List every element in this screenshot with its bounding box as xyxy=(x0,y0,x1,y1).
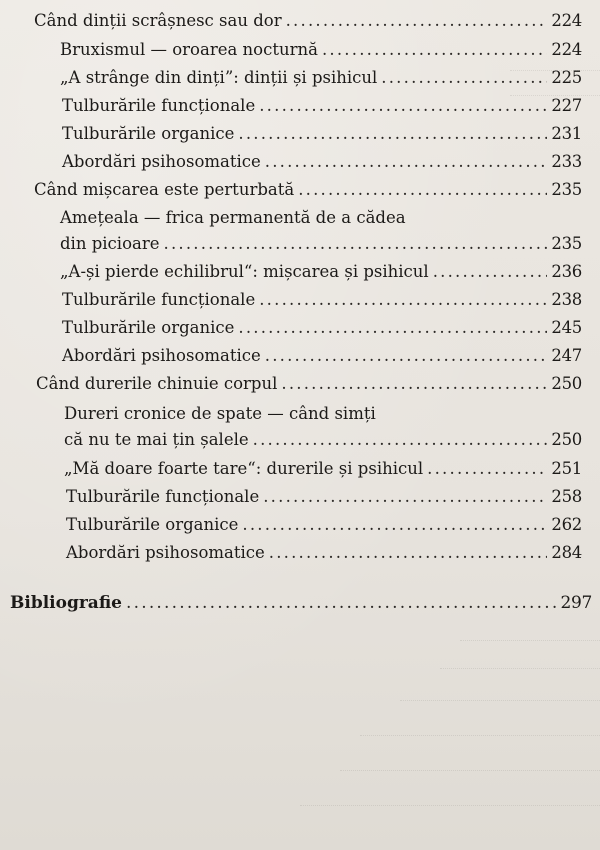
toc-entry-title: Abordări psihosomatice xyxy=(66,543,265,562)
toc-entry-title: Tulburările organice xyxy=(62,124,235,143)
toc-entry-page: 262 xyxy=(551,515,582,534)
toc-entry-page: 235 xyxy=(551,234,582,253)
toc-entry xyxy=(62,346,582,366)
toc-entry-page: 233 xyxy=(551,152,582,171)
toc-leader-dots xyxy=(238,318,547,338)
bleed-through-mark xyxy=(460,640,600,647)
toc-entry xyxy=(60,262,582,282)
toc-entry-title: că nu te mai țin șalele xyxy=(64,430,249,449)
toc-entry-title: Abordări psihosomatice xyxy=(62,346,261,365)
toc-entry-title: Tulburările funcționale xyxy=(62,96,256,115)
toc-entry xyxy=(62,96,582,116)
toc-entry xyxy=(62,152,582,172)
toc-entry-title: Tulburările organice xyxy=(66,515,239,534)
toc-leader-dots xyxy=(238,124,547,144)
toc-entry-title: Tulburările organice xyxy=(62,318,235,337)
toc-bibliography-entry xyxy=(10,593,592,613)
toc-entry-page: 225 xyxy=(551,68,582,87)
bleed-through-mark xyxy=(360,735,600,742)
toc-entry-page: 238 xyxy=(551,290,582,309)
toc-leader-dots xyxy=(427,459,547,479)
toc-entry xyxy=(66,543,582,563)
toc-leader-dots xyxy=(265,152,548,172)
toc-entry xyxy=(66,487,582,507)
toc-leader-dots xyxy=(265,346,548,366)
toc-entry xyxy=(64,430,582,450)
toc-entry-title: Când mișcarea este perturbată xyxy=(34,180,295,199)
toc-entry-page: 245 xyxy=(551,318,582,337)
toc-entry xyxy=(34,11,582,31)
toc-entry-title: „A strânge din dinți”: dinții și psihicul xyxy=(60,68,378,87)
toc-entry-title: Bruxismul — oroarea nocturnă xyxy=(60,40,318,59)
toc-entry-page: 224 xyxy=(551,40,582,59)
toc-leader-dots xyxy=(322,40,547,60)
toc-entry-title: „Mă doare foarte tare“: durerile și psihicul xyxy=(64,459,424,478)
toc-entry xyxy=(60,40,582,60)
toc-entry-title: din picioare xyxy=(60,234,160,253)
bibliography-page: 297 xyxy=(560,593,592,613)
toc-entry-page: 250 xyxy=(551,374,582,393)
toc-entry xyxy=(60,234,582,254)
toc-entry-title: Când dinții scrâșnesc sau dor xyxy=(34,11,282,30)
toc-entry-title-line1: Dureri cronice de spate — când simți xyxy=(64,404,376,423)
toc-entry xyxy=(64,459,582,479)
toc-entry-page: 250 xyxy=(551,430,582,449)
toc-entry xyxy=(36,374,582,394)
toc-entry-title: Abordări psihosomatice xyxy=(62,152,261,171)
toc-entry xyxy=(60,68,582,88)
toc-leader-dots xyxy=(259,96,547,116)
bleed-through-mark xyxy=(440,668,600,675)
toc-entry-page: 247 xyxy=(551,346,582,365)
toc-entry-page: 251 xyxy=(551,459,582,478)
toc-leader-dots xyxy=(253,430,548,450)
bleed-through-mark xyxy=(340,770,600,777)
toc-leader-dots xyxy=(263,487,547,507)
toc-entry-title: „A-și pierde echilibrul“: mișcarea și psihicul xyxy=(60,262,429,281)
toc-leader-dots xyxy=(269,543,548,563)
toc-leader-dots xyxy=(286,11,548,31)
toc-entry xyxy=(66,515,582,535)
bibliography-title: Bibliografie xyxy=(10,593,123,613)
toc-leader-dots xyxy=(281,374,547,394)
toc-leader-dots xyxy=(433,262,548,282)
toc-entry xyxy=(62,290,582,310)
toc-entry-page: 258 xyxy=(551,487,582,506)
toc-leader-dots xyxy=(242,515,547,535)
toc-entry-title: Tulburările funcționale xyxy=(66,487,260,506)
bleed-through-mark xyxy=(300,805,600,812)
toc-entry-title: Tulburările funcționale xyxy=(62,290,256,309)
toc-entry-page: 236 xyxy=(551,262,582,281)
toc-entry-title-line1: Amețeala — frica permanentă de a cădea xyxy=(60,208,406,227)
toc-leader-dots xyxy=(298,180,547,200)
toc-leader-dots xyxy=(164,234,548,254)
toc-entry xyxy=(62,318,582,338)
bleed-through-mark xyxy=(400,700,600,707)
toc-leader-dots xyxy=(126,593,556,613)
toc-entry xyxy=(34,180,582,200)
toc-entry xyxy=(62,124,582,144)
toc-entry-page: 235 xyxy=(551,180,582,199)
toc-leader-dots xyxy=(381,68,547,88)
toc-entry-page: 284 xyxy=(551,543,582,562)
toc-entry-title: Când durerile chinuie corpul xyxy=(36,374,278,393)
toc-entry-page: 224 xyxy=(551,11,582,30)
toc-entry-page: 227 xyxy=(551,96,582,115)
toc-entry-page: 231 xyxy=(551,124,582,143)
toc-leader-dots xyxy=(259,290,547,310)
